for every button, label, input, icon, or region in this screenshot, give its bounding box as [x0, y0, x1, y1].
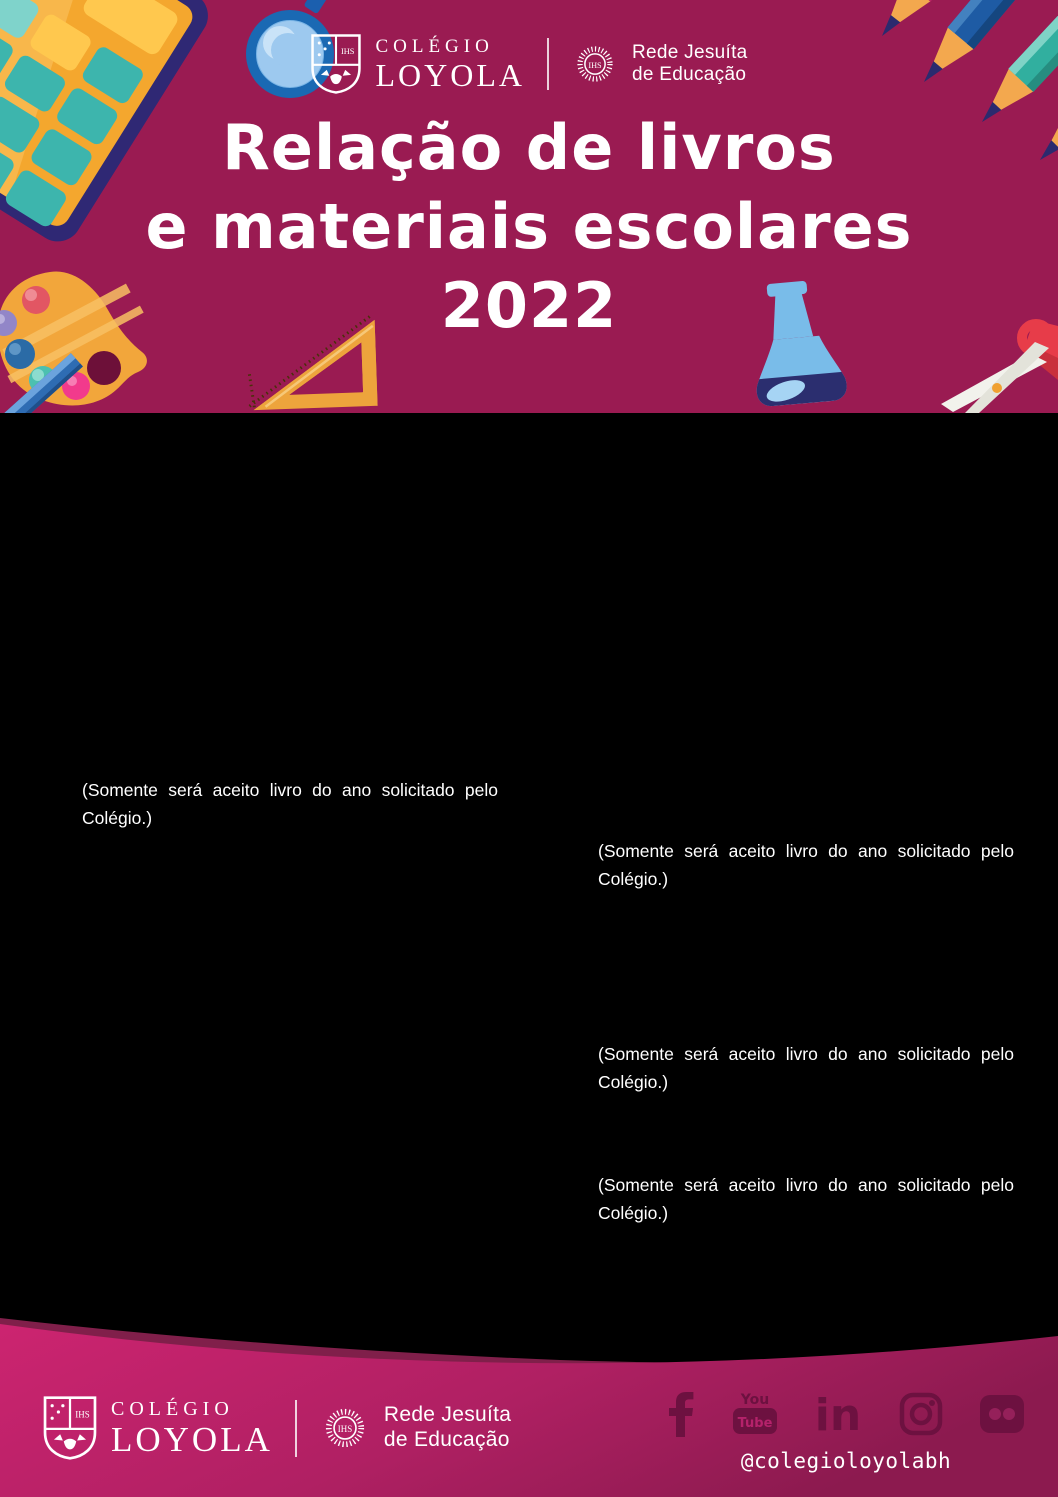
sunburst-monogram: IHS	[588, 60, 602, 70]
college-name-line1: COLÉGIO	[375, 36, 494, 57]
logo-divider	[295, 1400, 297, 1457]
note-line2: Colégio.)	[82, 807, 153, 828]
book-note-1	[82, 777, 498, 832]
network-name-line2: de Educação	[631, 64, 747, 85]
paintbrush-illustration	[0, 336, 106, 413]
note-line2: Colégio.)	[598, 1202, 669, 1223]
book-note-4	[598, 1172, 1014, 1227]
book-note-2	[598, 838, 1014, 893]
book-note-3	[598, 1041, 1014, 1096]
note-line1: (Somente será aceito livro do ano solicitado pelo	[598, 1175, 1014, 1195]
jesuit-sunburst-icon	[319, 1402, 371, 1454]
sunburst-monogram: IHS	[337, 1424, 353, 1435]
network-name	[384, 1403, 511, 1453]
note-line1: (Somente será aceito livro do ano solicitado pelo	[598, 1044, 1014, 1064]
linkedin-icon[interactable]	[815, 1392, 861, 1436]
title-line3: 2022	[440, 269, 618, 342]
college-name-line2: LOYOLA	[375, 57, 525, 93]
linkedin-glyph: in	[815, 1392, 861, 1436]
network-name	[632, 42, 748, 87]
loyola-logo	[0, 33, 1058, 95]
header-banner	[0, 0, 1058, 413]
footer-banner	[0, 1318, 1058, 1497]
youtube-word-bottom: Tube	[737, 1416, 772, 1431]
facebook-icon[interactable]	[668, 1391, 694, 1437]
crest-monogram: IHS	[75, 1409, 90, 1420]
social-handle: @colegioloyolabh	[740, 1449, 952, 1473]
college-name	[111, 1399, 273, 1457]
note-line1: (Somente será aceito livro do ano solicitado pelo	[598, 841, 1014, 861]
loyola-crest-icon	[42, 1395, 98, 1461]
page-title	[0, 108, 1058, 345]
social-links	[668, 1390, 1024, 1473]
title-line1: Relação de livros	[222, 111, 836, 184]
title-line2: e materiais escolares	[145, 190, 913, 263]
crest-monogram: IHS	[341, 46, 355, 56]
loyola-crest-icon	[310, 33, 362, 95]
logo-divider	[547, 38, 549, 90]
network-name-line1: Rede Jesuíta	[383, 1403, 512, 1427]
youtube-word-top: You	[740, 1392, 769, 1408]
college-name	[375, 37, 525, 91]
college-name-line1: COLÉGIO	[111, 1398, 234, 1420]
flickr-icon[interactable]	[980, 1395, 1024, 1433]
note-line1: (Somente será aceito livro do ano solicitado pelo	[82, 780, 498, 800]
college-name-line2: LOYOLA	[111, 1420, 273, 1459]
instagram-icon[interactable]	[899, 1392, 943, 1436]
network-name-line2: de Educação	[383, 1428, 510, 1451]
note-line2: Colégio.)	[598, 1071, 669, 1092]
jesuit-sunburst-icon	[571, 40, 619, 88]
network-name-line1: Rede Jesuíta	[631, 41, 748, 63]
loyola-logo	[42, 1395, 511, 1461]
note-line2: Colégio.)	[598, 868, 669, 889]
social-icon-row	[668, 1390, 1024, 1438]
youtube-icon[interactable]	[732, 1391, 778, 1437]
